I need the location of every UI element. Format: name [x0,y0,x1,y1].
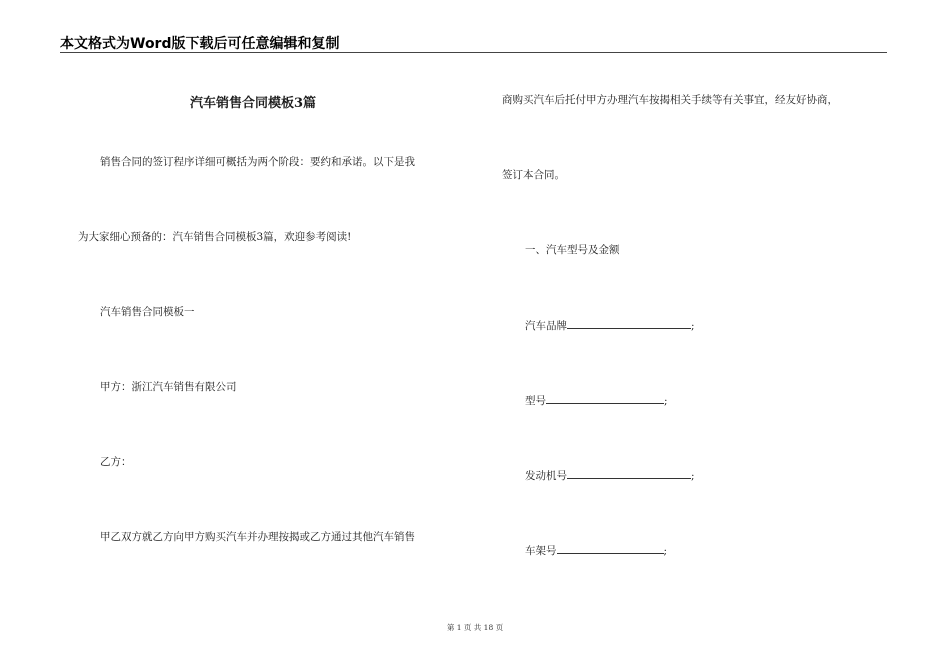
section-heading: 汽车销售合同模板一 [100,306,195,318]
form-field-chassis-number [525,543,667,558]
field-label: 发动机号 [525,470,567,482]
fill-in-blank [567,468,691,479]
paragraph-line: 甲乙双方就乙方向甲方购买汽车并办理按揭或乙方通过其他汽车销售 [100,531,415,543]
form-field-model [525,393,668,408]
field-suffix: ; [663,545,668,557]
fill-in-blank [557,543,664,554]
document-title: 汽车销售合同模板3篇 [190,96,317,111]
field-label: 型号 [525,395,546,407]
fill-in-blank [546,393,664,404]
party-a-line: 甲方：浙江汽车销售有限公司 [100,381,237,393]
field-suffix: ; [691,320,695,332]
field-suffix: ; [664,395,668,407]
document-header: 本文格式为Word版下载后可任意编辑和复制 [60,36,340,52]
section-heading: 一、汽车型号及金额 [525,244,620,256]
header-divider [60,52,887,53]
party-b-line: 乙方： [100,456,132,468]
field-suffix: ; [691,470,695,482]
paragraph-line: 商购买汽车后托付甲方办理汽车按揭相关手续等有关事宜，经友好协商， [502,94,838,106]
paragraph-line: 为大家细心预备的：汽车销售合同模板3篇，欢迎参考阅读! [78,231,352,243]
paragraph-line: 签订本合同。 [502,169,565,181]
field-label: 车架号 [525,545,557,557]
field-label: 汽车品牌 [525,320,567,332]
form-field-engine-number [525,468,695,483]
page-number: 第 1 页 共 18 页 [446,623,504,632]
fill-in-blank [567,318,691,329]
paragraph-line: 销售合同的签订程序详细可概括为两个阶段：要约和承诺。以下是我 [100,156,415,168]
form-field-brand [525,318,695,333]
